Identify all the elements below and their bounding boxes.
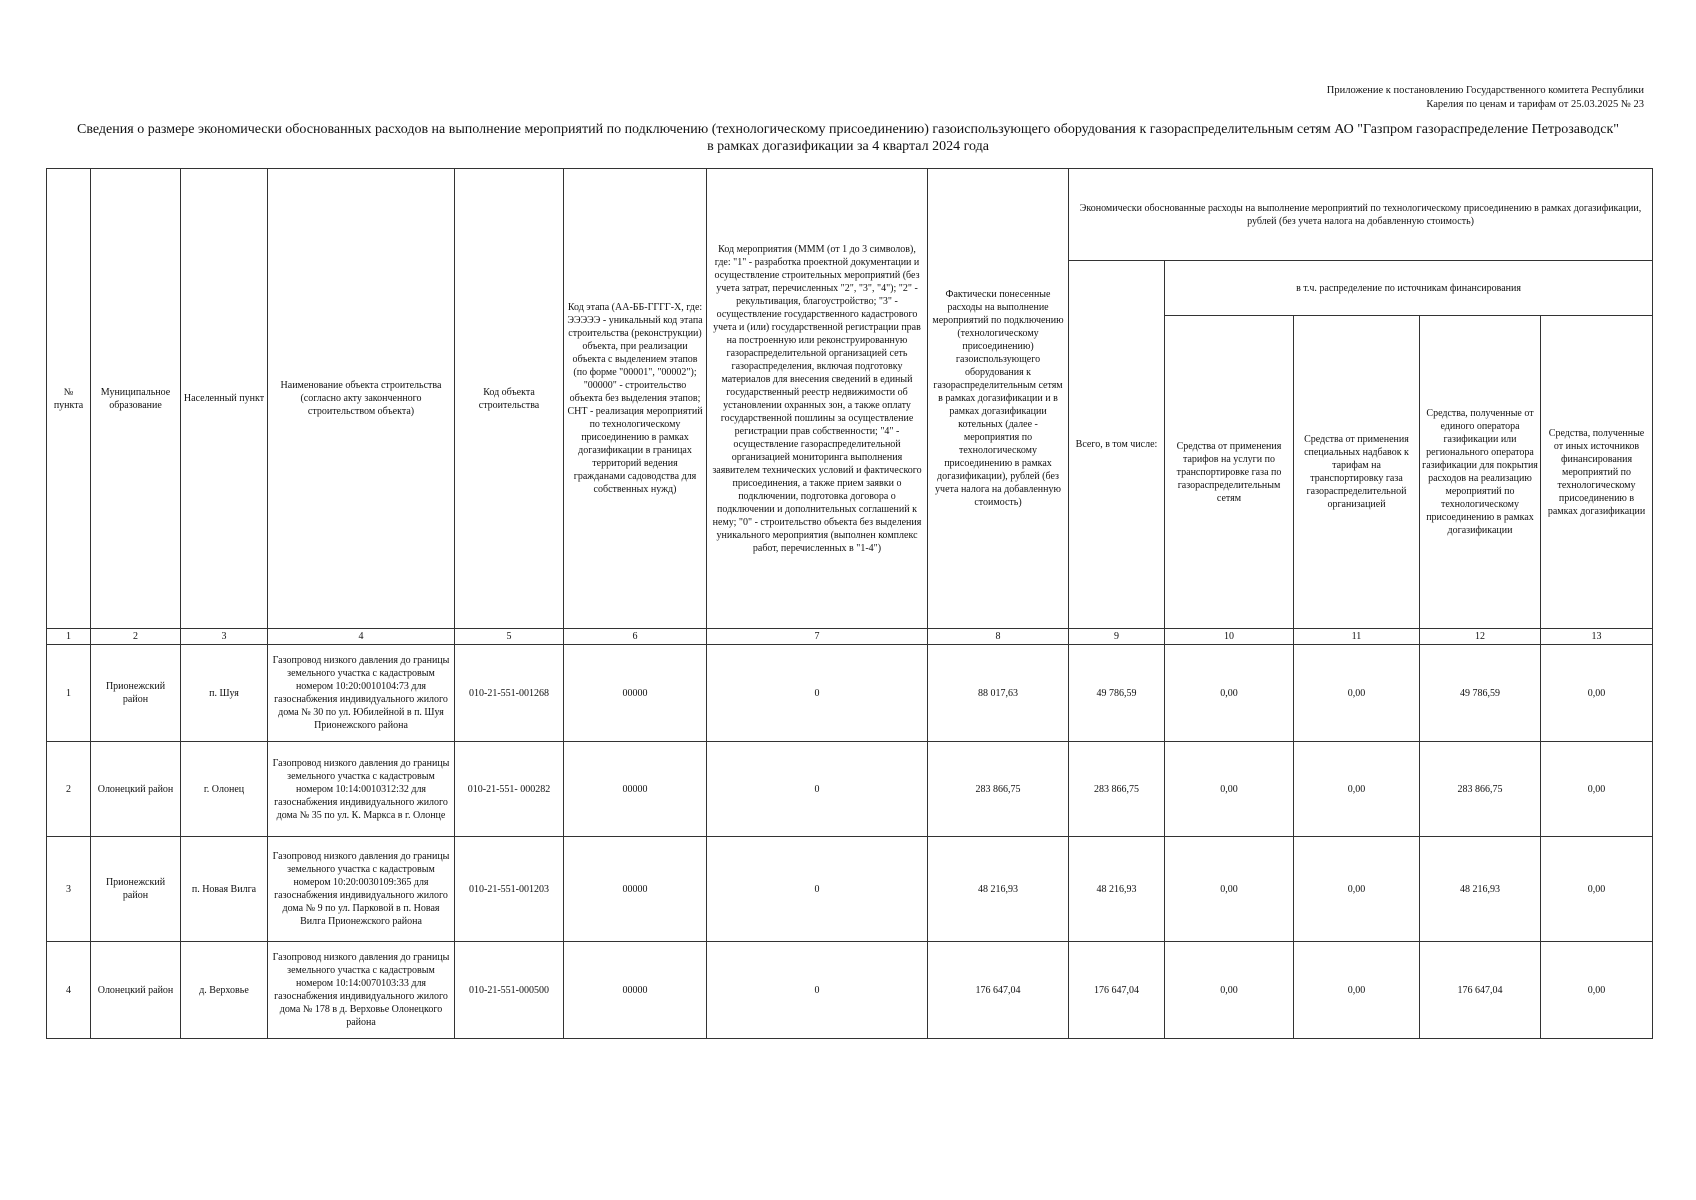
cell-object-code: 010-21-551- 000282 bbox=[455, 742, 564, 837]
column-number: 3 bbox=[181, 629, 268, 645]
column-number: 4 bbox=[268, 629, 455, 645]
cell-total: 283 866,75 bbox=[1069, 742, 1165, 837]
cell-no: 4 bbox=[47, 942, 91, 1039]
cell-settlement: г. Олонец bbox=[181, 742, 268, 837]
header-settlement: Населенный пункт bbox=[181, 169, 268, 629]
cell-surcharges: 0,00 bbox=[1294, 645, 1420, 742]
cell-stage-code: 00000 bbox=[564, 837, 707, 942]
cell-other: 0,00 bbox=[1541, 742, 1653, 837]
header-sources-group: в т.ч. распределение по источникам финансирования bbox=[1165, 261, 1653, 316]
table-row bbox=[47, 742, 1653, 837]
annex-note bbox=[1224, 84, 1644, 112]
header-other-funds: Средства, полученные от иных источников финансирования мероприятий по технологическому присоединению в рамках догазификации bbox=[1541, 316, 1653, 629]
header-total: Всего, в том числе: bbox=[1069, 261, 1165, 629]
cell-activity-code: 0 bbox=[707, 645, 928, 742]
header-municipality: Муниципальное образование bbox=[91, 169, 181, 629]
cell-tariffs: 0,00 bbox=[1165, 837, 1294, 942]
cell-activity-code: 0 bbox=[707, 837, 928, 942]
cell-no: 3 bbox=[47, 837, 91, 942]
column-number: 7 bbox=[707, 629, 928, 645]
cell-object-code: 010-21-551-001203 bbox=[455, 837, 564, 942]
cell-other: 0,00 bbox=[1541, 942, 1653, 1039]
cell-tariffs: 0,00 bbox=[1165, 942, 1294, 1039]
header-activity-code: Код мероприятия (МММ (от 1 до 3 символов), где: "1" - разработка проектной документации и осуществление строительных мероприятий (без учета затрат, перечисленных "2", "3", "4"); "2" - рекультивация, благоустройство; "3" - осуществление государственного кадастрового учета и (или) государственной регистрации прав на построенную или реконструированную газораспределительной организацией сеть газораспределения, включая подготовку материалов для внесения сведений в единый государственный реестр недвижимости об установлении охранных зон, а также оплату государственной пошлины за осуществление регистрации прав собственности; "4" - осуществление газораспределительной организацией мониторинга выполнения заявителем технических условий и фактического присоединения, а также прием заявки о подключении, подготовка договора о подключении и дополнительных соглашений к нему; "0" - строительство объекта без выделения уникального мероприятия (выполнен комплекс работ, перечисленных в "1-4") bbox=[707, 169, 928, 629]
cell-total: 48 216,93 bbox=[1069, 837, 1165, 942]
cell-operator: 49 786,59 bbox=[1420, 645, 1541, 742]
table-body bbox=[47, 645, 1653, 1039]
cell-object: Газопровод низкого давления до границы земельного участка с кадастровым номером 10:14:0010312:32 для газоснабжения индивидуального жилого дома № 35 по ул. К. Маркса в г. Олонце bbox=[268, 742, 455, 837]
cell-activity-code: 0 bbox=[707, 942, 928, 1039]
cell-no: 1 bbox=[47, 645, 91, 742]
cell-municipality: Олонецкий район bbox=[91, 942, 181, 1039]
column-number-row bbox=[47, 629, 1653, 645]
cell-object-code: 010-21-551-001268 bbox=[455, 645, 564, 742]
table-header bbox=[47, 169, 1653, 645]
cell-municipality: Олонецкий район bbox=[91, 742, 181, 837]
column-number: 12 bbox=[1420, 629, 1541, 645]
header-object-code: Код объекта строительства bbox=[455, 169, 564, 629]
cell-operator: 176 647,04 bbox=[1420, 942, 1541, 1039]
annex-line-2: Карелия по ценам и тарифам от 25.03.2025 № 23 bbox=[1426, 99, 1644, 110]
costs-table bbox=[46, 168, 1653, 1039]
cell-other: 0,00 bbox=[1541, 837, 1653, 942]
cell-surcharges: 0,00 bbox=[1294, 742, 1420, 837]
cell-tariffs: 0,00 bbox=[1165, 645, 1294, 742]
cell-stage-code: 00000 bbox=[564, 942, 707, 1039]
cell-operator: 48 216,93 bbox=[1420, 837, 1541, 942]
cell-settlement: п. Новая Вилга bbox=[181, 837, 268, 942]
cell-tariffs: 0,00 bbox=[1165, 742, 1294, 837]
header-object-name: Наименование объекта строительства (согласно акту законченного строительством объекта) bbox=[268, 169, 455, 629]
header-item-number: № пункта bbox=[47, 169, 91, 629]
column-number: 2 bbox=[91, 629, 181, 645]
cell-object: Газопровод низкого давления до границы земельного участка с кадастровым номером 10:14:0070103:33 для газоснабжения индивидуального жилого дома № 178 в д. Верховье Олонецкого района bbox=[268, 942, 455, 1039]
cell-actual-costs: 283 866,75 bbox=[928, 742, 1069, 837]
cell-settlement: п. Шуя bbox=[181, 645, 268, 742]
annex-line-1: Приложение к постановлению Государственного комитета Республики bbox=[1326, 85, 1644, 96]
cell-municipality: Прионежский район bbox=[91, 645, 181, 742]
column-number: 8 bbox=[928, 629, 1069, 645]
column-number: 11 bbox=[1294, 629, 1420, 645]
cell-object: Газопровод низкого давления до границы земельного участка с кадастровым номером 10:20:0030109:365 для газоснабжения индивидуального жилого дома № 9 по ул. Парковой в п. Новая Вилга Прионежского района bbox=[268, 837, 455, 942]
column-number: 6 bbox=[564, 629, 707, 645]
title-line-2: в рамках догазификации за 4 квартал 2024 года bbox=[707, 139, 989, 154]
cell-municipality: Прионежский район bbox=[91, 837, 181, 942]
header-econ-group: Экономически обоснованные расходы на выполнение мероприятий по технологическому присоединению в рамках догазификации, рублей (без учета налога на добавленную стоимость) bbox=[1069, 169, 1653, 261]
title-line-1: Сведения о размере экономически обоснованных расходов на выполнение мероприятий по подключению (технологическому присоединению) газоиспользующего оборудования к газораспределительным сетям АО "Газпром газораспределение Петрозаводск" bbox=[77, 122, 1619, 137]
column-number: 5 bbox=[455, 629, 564, 645]
table-row bbox=[47, 645, 1653, 742]
table-row bbox=[47, 837, 1653, 942]
header-operator-funds: Средства, полученные от единого оператора газификации или регионального оператора газификации для покрытия расходов на реализацию мероприятий по технологическому присоединению в рамках догазификации bbox=[1420, 316, 1541, 629]
cell-actual-costs: 48 216,93 bbox=[928, 837, 1069, 942]
cell-no: 2 bbox=[47, 742, 91, 837]
cell-surcharges: 0,00 bbox=[1294, 942, 1420, 1039]
column-number: 9 bbox=[1069, 629, 1165, 645]
column-number: 1 bbox=[47, 629, 91, 645]
header-surcharges: Средства от применения специальных надбавок к тарифам на транспортировку газа газораспределительной организацией bbox=[1294, 316, 1420, 629]
cell-activity-code: 0 bbox=[707, 742, 928, 837]
column-number: 13 bbox=[1541, 629, 1653, 645]
cell-operator: 283 866,75 bbox=[1420, 742, 1541, 837]
header-stage-code: Код этапа (АА-ББ-ГГГГ-Х, где: ЭЭЭЭЭ - уникальный код этапа строительства (реконструкции) объекта, при реализации объекта с выделением этапов (по форме "00001", "00002"); "00000" - строительство объекта без выделения этапов; СНТ - реализация мероприятий по технологическому присоединению в рамках догазификации в границах территорий ведения гражданами садоводства для собственных нужд) bbox=[564, 169, 707, 629]
cell-stage-code: 00000 bbox=[564, 645, 707, 742]
table-row bbox=[47, 942, 1653, 1039]
cell-object: Газопровод низкого давления до границы земельного участка с кадастровым номером 10:20:0010104:73 для газоснабжения индивидуального жилого дома № 30 по ул. Юбилейной в п. Шуя Прионежского района bbox=[268, 645, 455, 742]
header-actual-costs: Фактически понесенные расходы на выполнение мероприятий по подключению (технологическому присоединению) газоиспользующего оборудования к газораспределительным сетям в рамках догазификации и в рамках догазификации котельных (далее - мероприятия по технологическому присоединению в рамках догазификации), рублей (без учета налога на добавленную стоимость) bbox=[928, 169, 1069, 629]
cell-stage-code: 00000 bbox=[564, 742, 707, 837]
cell-object-code: 010-21-551-000500 bbox=[455, 942, 564, 1039]
cell-total: 49 786,59 bbox=[1069, 645, 1165, 742]
cell-settlement: д. Верховье bbox=[181, 942, 268, 1039]
cell-actual-costs: 88 017,63 bbox=[928, 645, 1069, 742]
column-number: 10 bbox=[1165, 629, 1294, 645]
header-tariffs: Средства от применения тарифов на услуги по транспортировке газа по газораспределительным сетям bbox=[1165, 316, 1294, 629]
cell-other: 0,00 bbox=[1541, 645, 1653, 742]
cell-actual-costs: 176 647,04 bbox=[928, 942, 1069, 1039]
cell-surcharges: 0,00 bbox=[1294, 837, 1420, 942]
document-title bbox=[40, 121, 1656, 155]
cell-total: 176 647,04 bbox=[1069, 942, 1165, 1039]
